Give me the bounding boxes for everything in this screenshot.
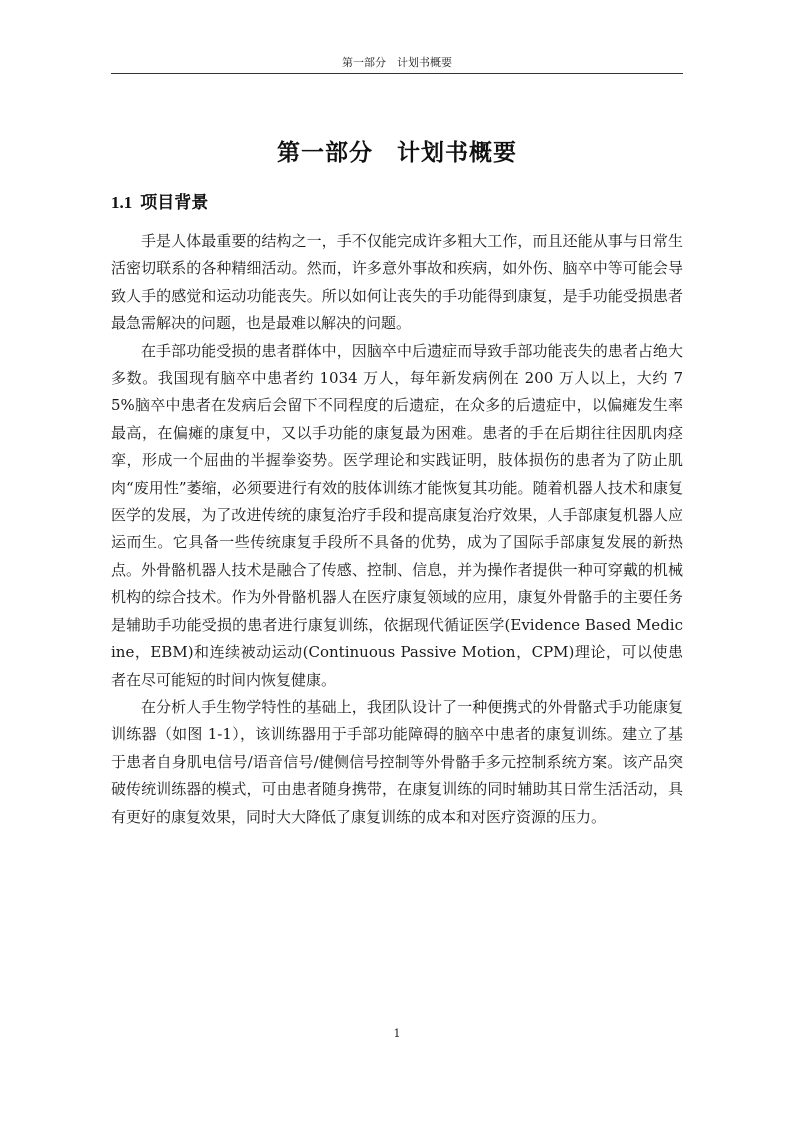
- section-title: 项目背景: [140, 193, 209, 213]
- section-heading: [111, 191, 208, 215]
- running-header: 第一部分 计划书概要: [342, 56, 452, 69]
- section-number: 1.1: [111, 193, 133, 212]
- body-text: [111, 228, 683, 831]
- chapter-title: 第一部分 计划书概要: [277, 139, 517, 166]
- header-rule: [111, 73, 683, 74]
- paragraph: 在手部功能受损的患者群体中，因脑卒中后遗症而导致手部功能丧失的患者占绝大多数。我国现有脑卒中患者约 1034 万人，每年新发病例在 200 万人以上，大约 75%脑卒中患者在发病后会留下不同程度的后遗症，在众多的后遗症中，以偏瘫发生率最高，在偏瘫的康复中，又以手功能的康复最为困难。患者的手在后期往往因肌肉痉挛，形成一个屈曲的半握拳姿势。医学理论和实践证明，肢体损伤的患者为了防止肌肉“废用性”萎缩，必须要进行有效的肢体训练才能恢复其功能。随着机器人技术和康复医学的发展，为了改进传统的康复治疗手段和提高康复治疗效果，人手部康复机器人应运而生。它具备一些传统康复手段所不具备的优势，成为了国际手部康复发展的新热点。外骨骼机器人技术是融合了传感、控制、信息，并为操作者提供一种可穿戴的机械机构的综合技术。作为外骨骼机器人在医疗康复领域的应用，康复外骨骼手的主要任务是辅助手功能受损的患者进行康复训练，依据现代循证医学(Evidence Based Medicine，EBM)和连续被动运动(Continuous Passive Motion，CPM)理论，可以使患者在尽可能短的时间内恢复健康。: [111, 341, 683, 689]
- page-number: 1: [393, 1027, 401, 1040]
- paragraph: 手是人体最重要的结构之一，手不仅能完成许多粗大工作，而且还能从事与日常生活密切联系的各种精细活动。然而，许多意外事故和疾病，如外伤、脑卒中等可能会导致人手的感觉和运动功能丧失。所以如何让丧失的手功能得到康复，是手功能受损患者最急需解决的问题，也是最难以解决的问题。: [111, 232, 683, 333]
- paragraph: 在分析人手生物学特性的基础上，我团队设计了一种便携式的外骨骼式手功能康复训练器（如图 1-1），该训练器用于手部功能障碍的脑卒中患者的康复训练。建立了基于患者自身肌电信号/语音信号/健侧信号控制等外骨骼手多元控制系统方案。该产品突破传统训练器的模式，可由患者随身携带，在康复训练的同时辅助其日常生活活动，具有更好的康复效果，同时大大降低了康复训练的成本和对医疗资源的压力。: [111, 697, 683, 826]
